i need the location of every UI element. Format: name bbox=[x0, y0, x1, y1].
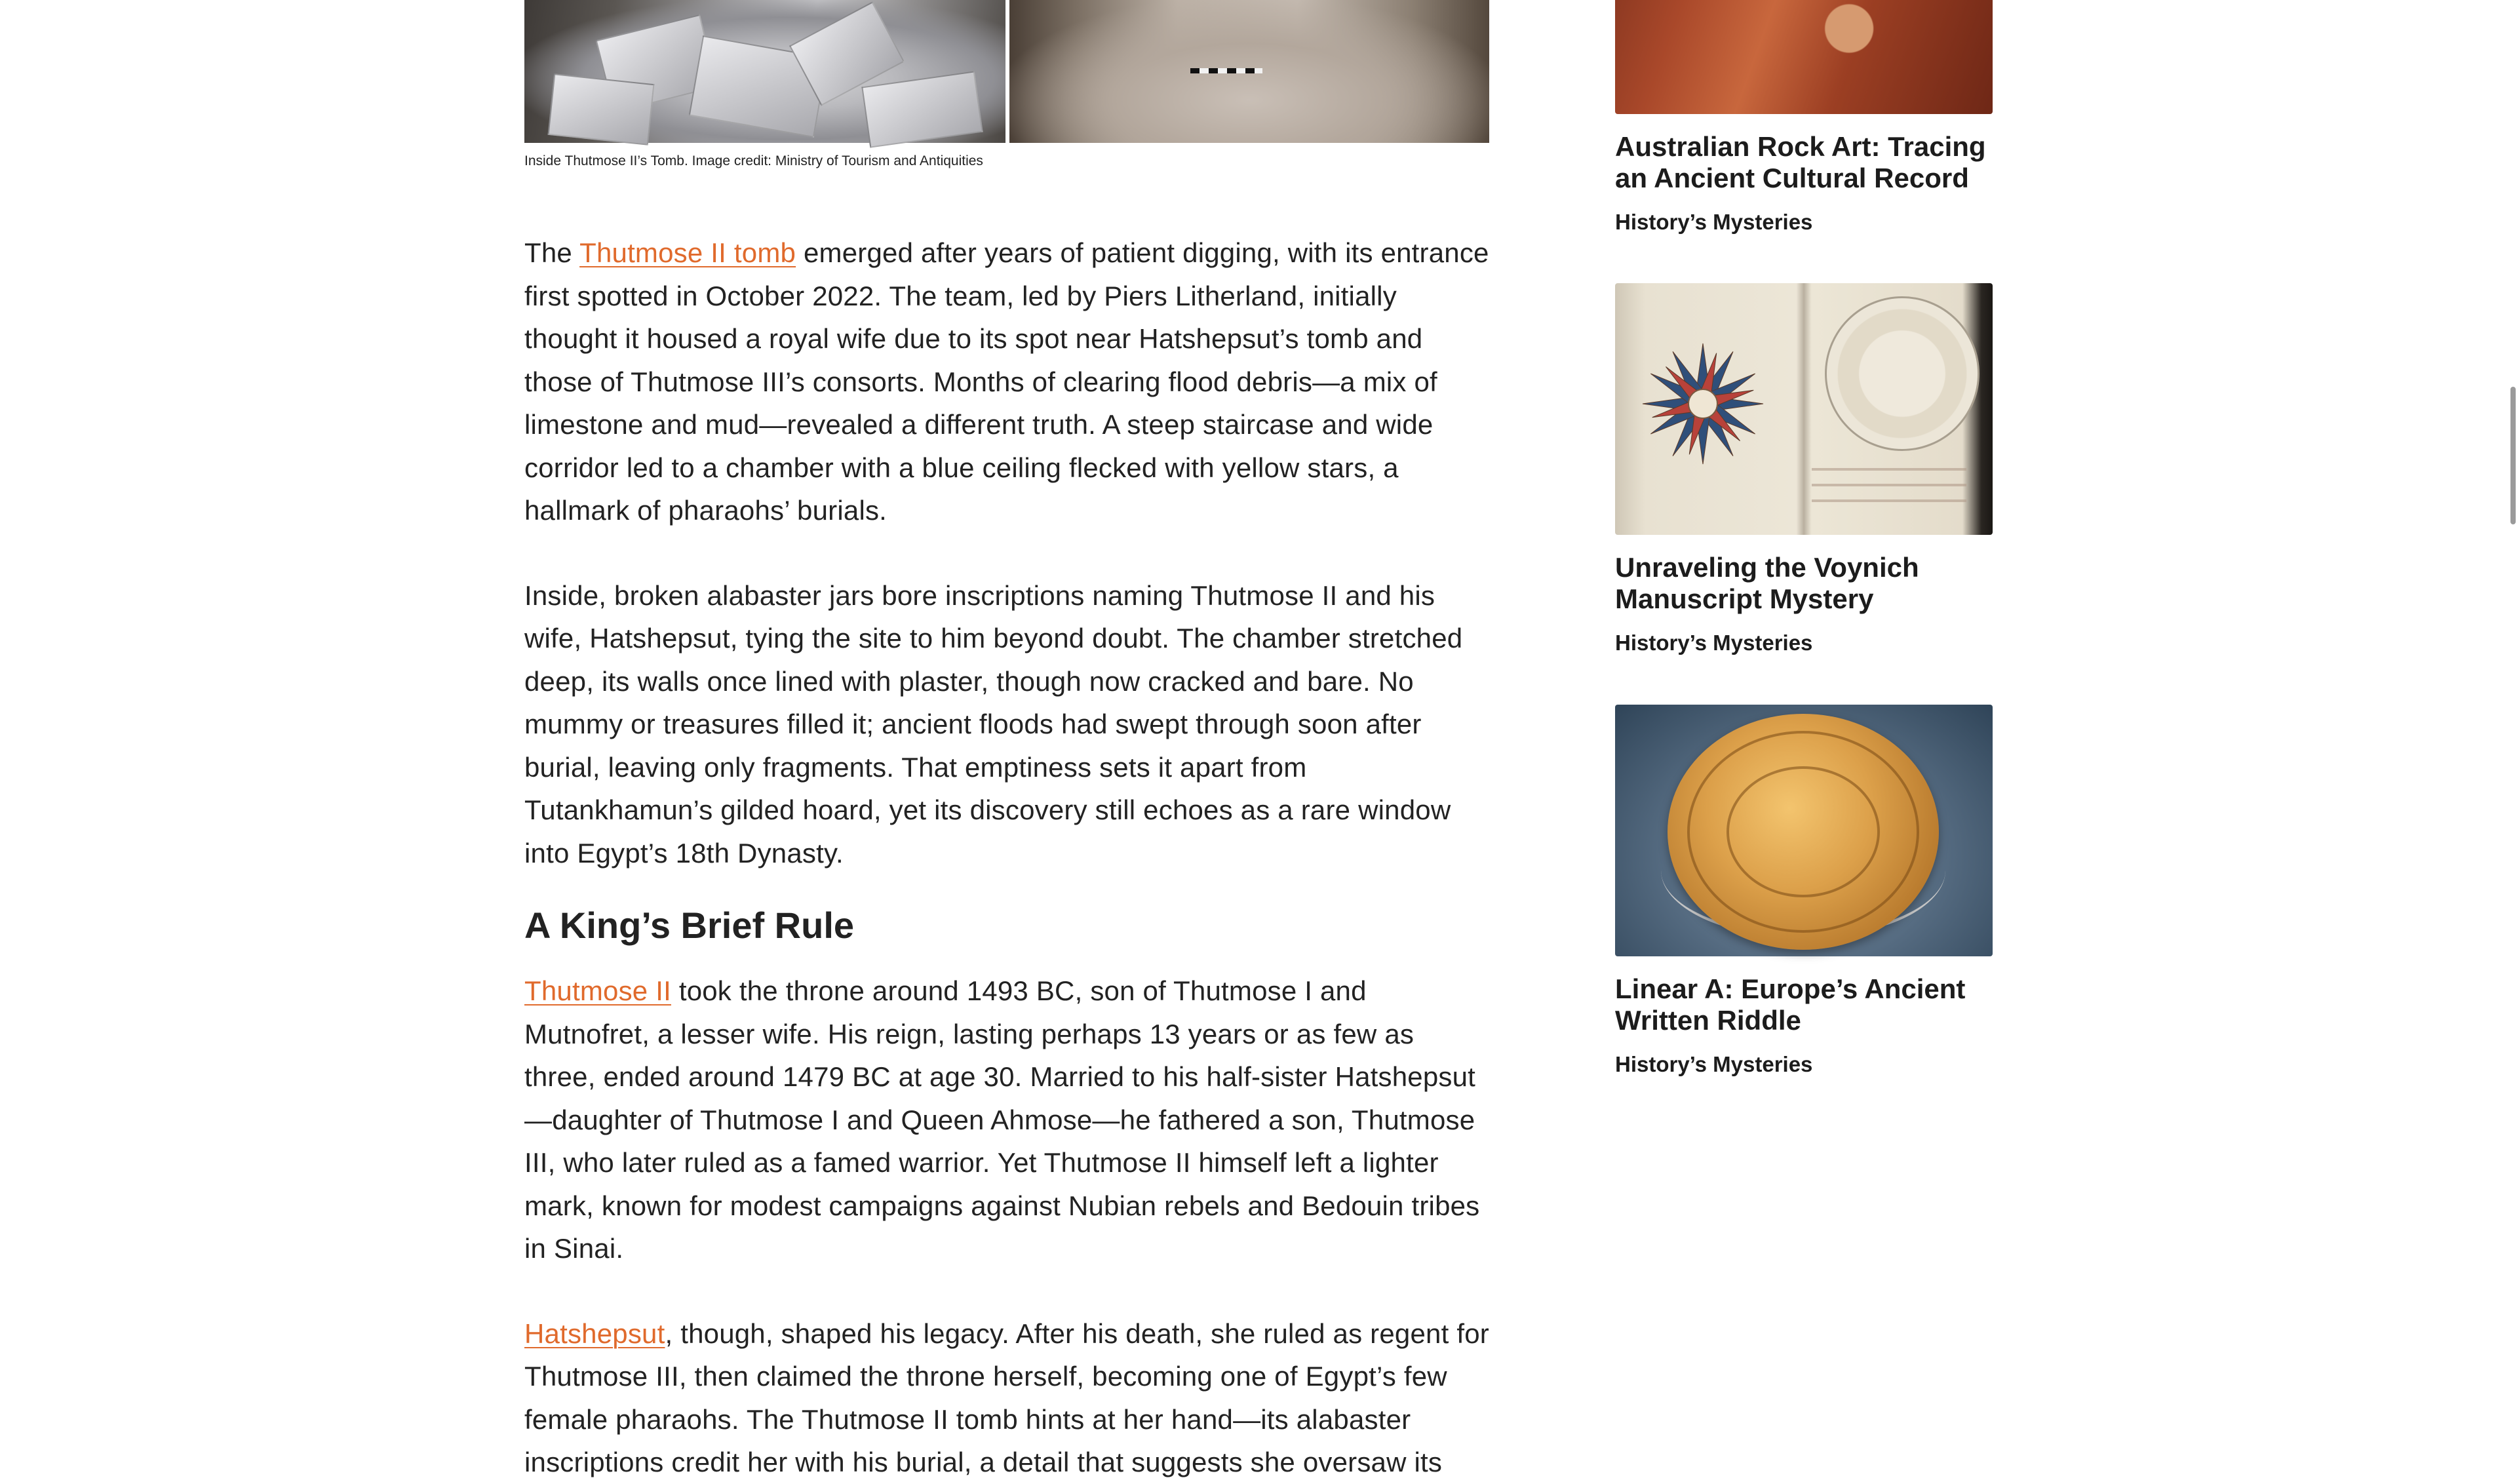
voynich-thumbnail[interactable] bbox=[1615, 283, 1993, 535]
paragraph-1-text: emerged after years of patient digging, with its entrance first spotted in October 2022. The team, led by Piers Litherland, initially thought it housed a royal wife due to its spot near Hatshepsut’s tomb and those of Thutmose III’s consorts. Months of clearing flood debris—a mix of limestone and mud—revealed a different truth. A steep staircase and wide corridor led to a chamber with a blue ceiling flecked with yellow stars, a hallmark of pharaohs’ burials. bbox=[524, 237, 1489, 526]
stone-slab bbox=[548, 73, 655, 146]
related-card-rock-art[interactable] bbox=[1615, 0, 1993, 235]
disc-ring bbox=[1727, 766, 1880, 897]
manuscript-text-line bbox=[1812, 484, 1966, 486]
related-card-linear-a[interactable] bbox=[1615, 705, 1993, 1077]
stone-slab bbox=[861, 71, 983, 147]
card-category[interactable]: History’s Mysteries bbox=[1615, 1052, 1813, 1076]
article bbox=[524, 0, 1489, 1484]
section-heading: A King’s Brief Rule bbox=[524, 905, 855, 947]
card-title[interactable]: Australian Rock Art: Tracing an Ancient Cultural Record bbox=[1615, 131, 1986, 193]
phaistos-disc-thumbnail[interactable] bbox=[1615, 705, 1993, 956]
scale-bar bbox=[1190, 68, 1262, 73]
paragraph-1-lead: The bbox=[524, 237, 580, 269]
article-figure bbox=[524, 0, 1489, 143]
thutmose-ii-link[interactable]: Thutmose II bbox=[524, 975, 671, 1007]
figure-caption: Inside Thutmose II’s Tomb. Image credit: Ministry of Tourism and Antiquities bbox=[524, 153, 983, 168]
thutmose-ii-tomb-link[interactable]: Thutmose II tomb bbox=[579, 237, 796, 269]
phaistos-disc bbox=[1668, 714, 1939, 950]
voynich-wheel-illustration bbox=[1825, 296, 1980, 451]
paragraph-4 bbox=[524, 1312, 1489, 1484]
related-card-voynich[interactable] bbox=[1615, 283, 1993, 655]
tomb-photo-left bbox=[524, 0, 1005, 143]
scrollbar-thumb[interactable] bbox=[2510, 387, 2516, 524]
card-category[interactable]: History’s Mysteries bbox=[1615, 210, 1813, 234]
paragraph-3-text: took the throne around 1493 BC, son of Thutmose I and Mutnofret, a lesser wife. His reign, lasting perhaps 13 years or as few as three, ended around 1479 BC at age 30. Married to his half-sister Hatshepsut—daughter of Thutmose I and Queen Ahmose—he fathered a son, Thutmose III, who later ruled as a famed warrior. Yet Thutmose II himself left a lighter mark, known for modest campaigns against Nubian rebels and Bedouin tribes in Sinai. bbox=[524, 975, 1480, 1264]
paragraph-3 bbox=[524, 969, 1489, 1270]
page-scrollbar[interactable] bbox=[2507, 0, 2517, 1416]
manuscript-text-line bbox=[1812, 468, 1966, 471]
article-body bbox=[524, 231, 1489, 1484]
paragraph-1 bbox=[524, 231, 1489, 532]
rock-art-thumbnail[interactable] bbox=[1615, 0, 1993, 114]
card-category[interactable]: History’s Mysteries bbox=[1615, 631, 1813, 655]
card-title[interactable]: Linear A: Europe’s Ancient Written Riddle bbox=[1615, 973, 1966, 1036]
paragraph-4-text: , though, shaped his legacy. After his death, she ruled as regent for Thutmose III, then claimed the throne herself, becoming one of Egypt’s few female pharaohs. The Thutmose II tomb hints at her hand—its alabaster inscriptions credit her with his burial, a detail that suggests she oversaw its bbox=[524, 1318, 1489, 1478]
card-title[interactable]: Unraveling the Voynich Manuscript Mystery bbox=[1615, 552, 1919, 614]
voynich-star-illustration bbox=[1637, 338, 1768, 469]
manuscript-text-line bbox=[1812, 499, 1966, 502]
tomb-photo-right bbox=[1009, 0, 1489, 143]
paragraph-2: Inside, broken alabaster jars bore inscriptions naming Thutmose II and his wife, Hatshepsut, tying the site to him beyond doubt. The chamber stretched deep, its walls once lined with plaster, though now cracked and bare. No mummy or treasures filled it; ancient floods had swept through soon after burial, leaving only fragments. That emptiness sets it apart from Tutankhamun’s gilded hoard, yet its discovery still echoes as a rare window into Egypt’s 18th Dynasty. bbox=[524, 579, 1463, 869]
hatshepsut-link[interactable]: Hatshepsut bbox=[524, 1318, 665, 1349]
